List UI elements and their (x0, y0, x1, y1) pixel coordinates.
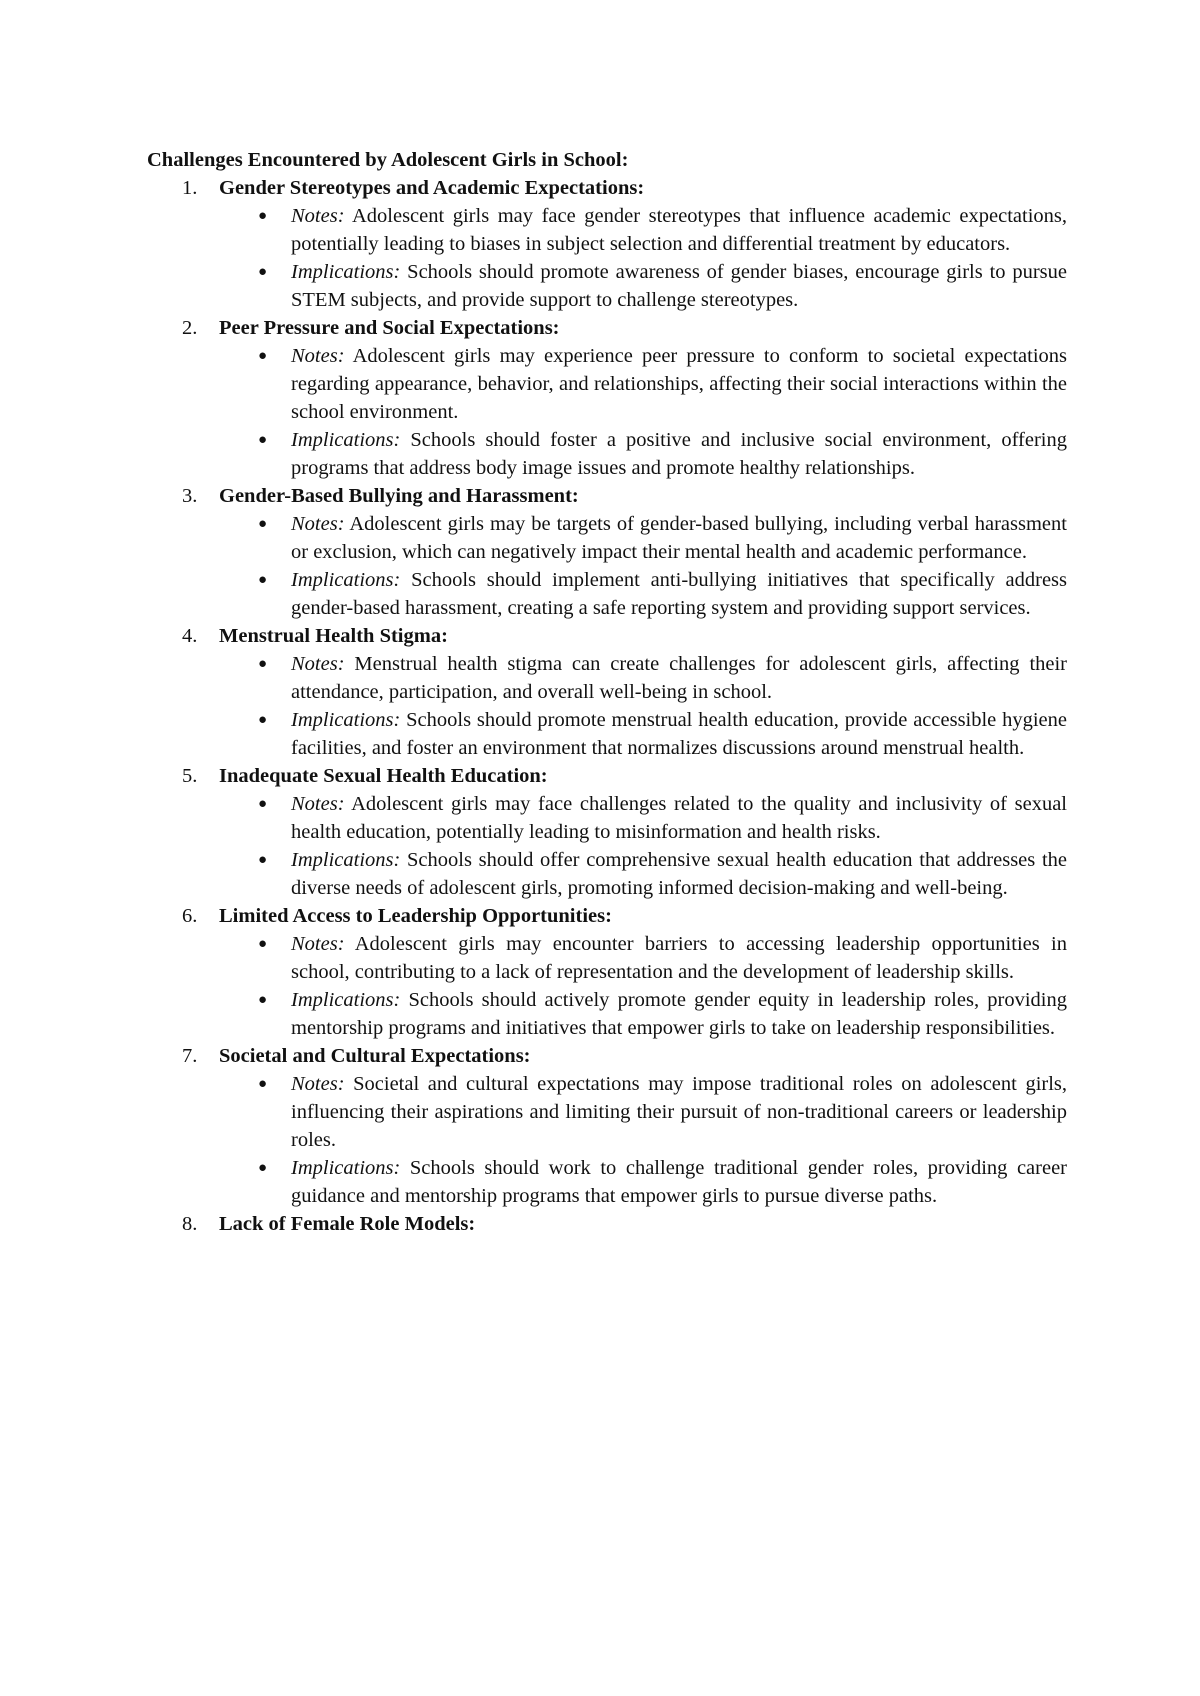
point-label: Notes: (291, 933, 345, 955)
challenge-item (147, 762, 1067, 902)
point-label: Notes: (291, 345, 345, 367)
bullet-icon: ● (258, 656, 268, 672)
heading-text: Peer Pressure and Social Expectations: (219, 317, 560, 339)
heading-text: Gender Stereotypes and Academic Expectations: (219, 177, 645, 199)
challenge-item (147, 1042, 1067, 1210)
implications-point (258, 706, 1067, 762)
point-text: Societal and cultural expectations may impose traditional roles on adolescent girls, influencing their aspirations and limiting their pursuit of non-traditional careers or leadership roles. (291, 1073, 1068, 1151)
point-text: Schools should actively promote gender equity in leadership roles, providing mentorship programs and initiatives that empower girls to take on leadership responsibilities. (291, 989, 1067, 1039)
implications-point (258, 258, 1067, 314)
heading-text: Menstrual Health Stigma: (219, 625, 448, 647)
challenge-item (147, 902, 1067, 1042)
bullet-icon: ● (258, 348, 268, 364)
notes-point (258, 930, 1068, 986)
challenge-heading (147, 902, 1067, 930)
item-number: 2. (182, 317, 198, 339)
point-label: Notes: (291, 653, 345, 675)
challenge-heading (147, 314, 1067, 342)
bullet-icon: ● (258, 796, 268, 812)
bullet-icon: ● (258, 208, 268, 224)
challenge-points (147, 202, 1067, 314)
challenge-item (147, 174, 1067, 314)
heading-text: Societal and Cultural Expectations: (219, 1045, 531, 1067)
challenge-heading (147, 1210, 1067, 1238)
notes-point (258, 790, 1068, 846)
challenge-item (147, 314, 1067, 482)
point-text: Adolescent girls may experience peer pressure to conform to societal expectations regarding appearance, behavior, and relationships, affecting their social interactions within the school environment. (291, 345, 1068, 423)
point-label: Notes: (291, 1073, 345, 1095)
heading-text: Inadequate Sexual Health Education: (219, 765, 548, 787)
heading-text: Gender-Based Bullying and Harassment: (219, 485, 579, 507)
point-label: Notes: (291, 513, 345, 535)
challenge-points (147, 1070, 1067, 1210)
item-number: 5. (182, 765, 198, 787)
heading-text: Lack of Female Role Models: (219, 1213, 476, 1235)
bullet-icon: ● (258, 936, 268, 952)
bullet-icon: ● (258, 264, 268, 280)
point-label: Implications: (291, 429, 401, 451)
point-text: Adolescent girls may face gender stereotypes that influence academic expectations, potentially leading to biases in subject selection and differential treatment by educators. (291, 205, 1067, 255)
notes-point (258, 650, 1068, 706)
challenge-heading (147, 174, 1067, 202)
challenge-item (147, 482, 1067, 622)
point-label: Notes: (291, 793, 345, 815)
notes-point (258, 1070, 1068, 1154)
point-text: Menstrual health stigma can create challenges for adolescent girls, affecting their attendance, participation, and overall well-being in school. (291, 653, 1068, 703)
bullet-icon: ● (258, 572, 268, 588)
challenge-points (147, 790, 1067, 902)
implications-point (258, 986, 1067, 1042)
challenge-points (147, 930, 1067, 1042)
bullet-icon: ● (258, 992, 268, 1008)
point-text: Adolescent girls may encounter barriers to accessing leadership opportunities in school, contributing to a lack of representation and the development of leadership skills. (291, 933, 1068, 983)
point-text: Schools should promote menstrual health education, provide accessible hygiene facilities, and foster an environment that normalizes discussions around menstrual health. (291, 709, 1067, 759)
item-number: 7. (182, 1045, 198, 1067)
point-label: Implications: (291, 849, 401, 871)
point-text: Schools should offer comprehensive sexual health education that addresses the diverse needs of adolescent girls, promoting informed decision-making and well-being. (291, 849, 1067, 899)
item-number: 4. (182, 625, 198, 647)
notes-point (258, 202, 1067, 258)
implications-point (258, 1154, 1068, 1210)
point-text: Schools should promote awareness of gender biases, encourage girls to pursue STEM subjects, and provide support to challenge stereotypes. (291, 261, 1067, 311)
notes-point (258, 510, 1067, 566)
point-text: Adolescent girls may be targets of gender-based bullying, including verbal harassment or exclusion, which can negatively impact their mental health and academic performance. (291, 513, 1067, 563)
point-label: Implications: (291, 709, 401, 731)
point-label: Implications: (291, 261, 401, 283)
implications-point (258, 426, 1067, 482)
heading-text: Limited Access to Leadership Opportunities: (219, 905, 612, 927)
bullet-icon: ● (258, 712, 268, 728)
notes-point (258, 342, 1068, 426)
challenge-heading (147, 762, 1067, 790)
challenge-heading (147, 482, 1067, 510)
challenges-list (147, 174, 1067, 1238)
item-number: 8. (182, 1213, 198, 1235)
implications-point (258, 846, 1067, 902)
challenge-points (147, 342, 1067, 482)
bullet-icon: ● (258, 1160, 268, 1176)
challenge-heading (147, 622, 1067, 650)
point-label: Implications: (291, 569, 401, 591)
bullet-icon: ● (258, 1076, 268, 1092)
point-text: Schools should implement anti-bullying initiatives that specifically address gender-based harassment, creating a safe reporting system and providing support services. (291, 569, 1067, 619)
point-text: Adolescent girls may face challenges related to the quality and inclusivity of sexual health education, potentially leading to misinformation and health risks. (291, 793, 1068, 843)
challenge-points (147, 510, 1067, 622)
challenge-item (147, 1210, 1067, 1238)
point-label: Notes: (291, 205, 345, 227)
point-label: Implications: (291, 1157, 401, 1179)
item-number: 6. (182, 905, 198, 927)
bullet-icon: ● (258, 432, 268, 448)
item-number: 3. (182, 485, 198, 507)
challenge-item (147, 622, 1067, 762)
document-title: Challenges Encountered by Adolescent Girls in School: (147, 149, 629, 171)
item-number: 1. (182, 177, 198, 199)
point-text: Schools should work to challenge traditional gender roles, providing career guidance and mentorship programs that empower girls to pursue diverse paths. (291, 1157, 1068, 1207)
bullet-icon: ● (258, 516, 268, 532)
point-label: Implications: (291, 989, 401, 1011)
point-text: Schools should foster a positive and inclusive social environment, offering programs that address body image issues and promote healthy relationships. (291, 429, 1067, 479)
implications-point (258, 566, 1067, 622)
bullet-icon: ● (258, 852, 268, 868)
challenge-heading (147, 1042, 1067, 1070)
challenge-points (147, 650, 1067, 762)
